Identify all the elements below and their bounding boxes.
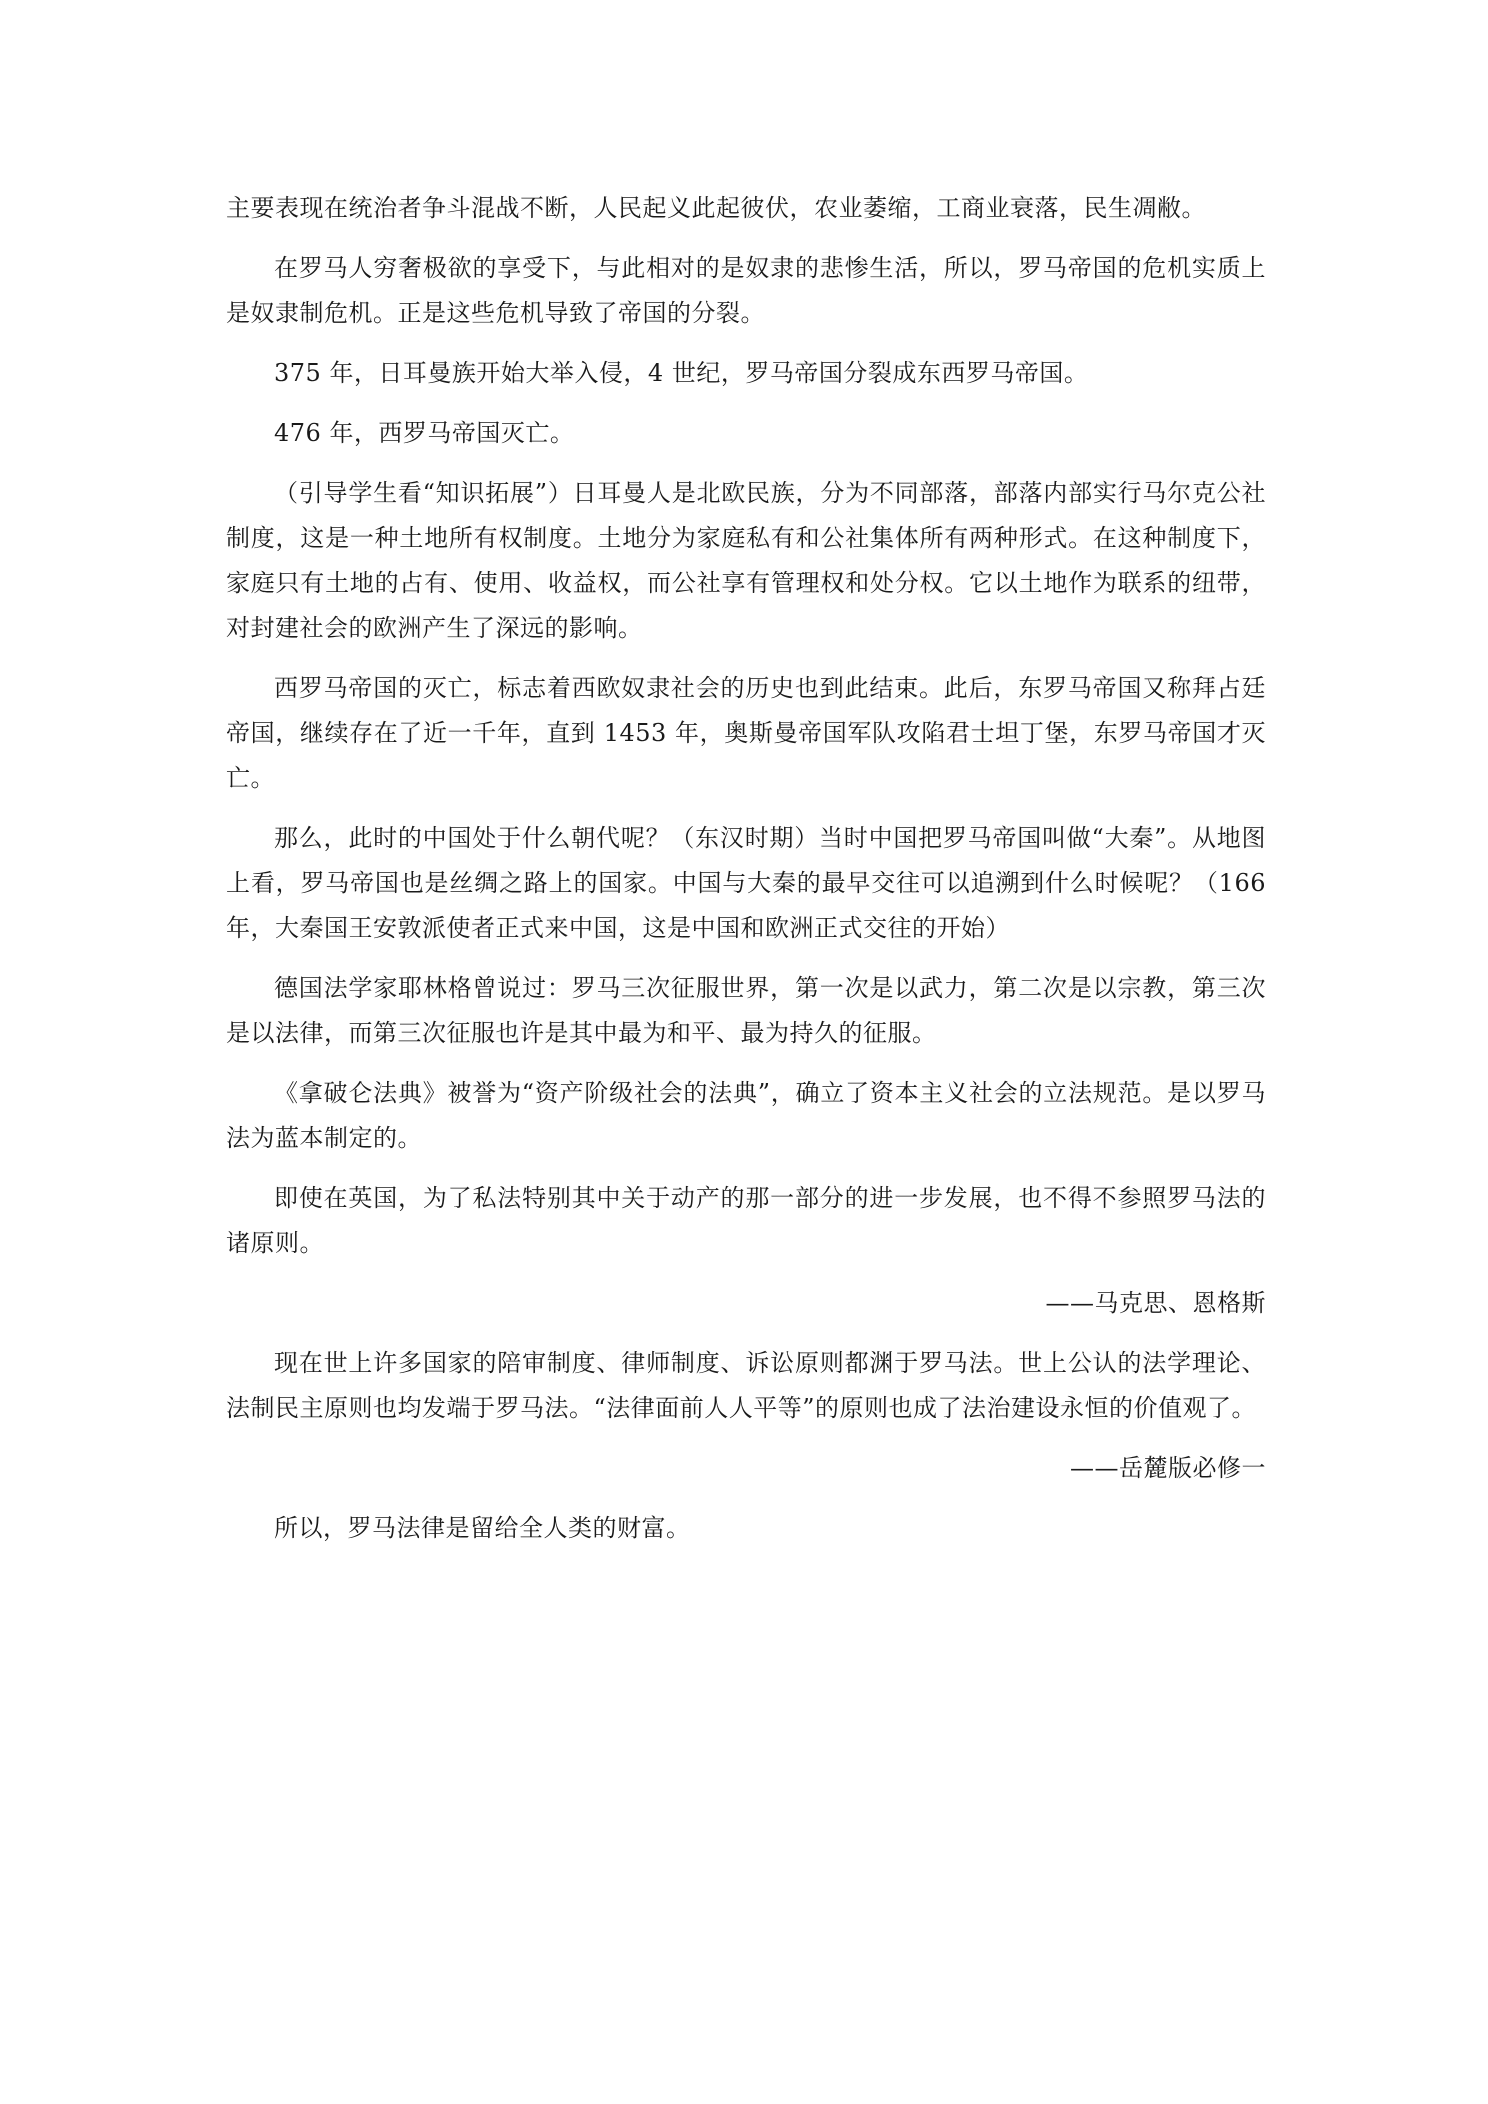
document-body xyxy=(226,186,1266,1566)
paragraph-slavery-crisis: 在罗马人穷奢极欲的享受下，与此相对的是奴隶的悲惨生活，所以，罗马帝国的危机实质上是奴隶制危机。正是这些危机导致了帝国的分裂。 xyxy=(226,254,1266,327)
attribution-textbook: ——岳麓版必修一 xyxy=(1070,1454,1266,1482)
attribution-marx-engels: ——马克思、恩格斯 xyxy=(1045,1289,1266,1317)
paragraph-closing: 所以，罗马法律是留给全人类的财富。 xyxy=(274,1514,691,1542)
paragraph-byzantine-empire: 西罗马帝国的灭亡，标志着西欧奴隶社会的历史也到此结束。此后，东罗马帝国又称拜占廷帝国，继续存在了近一千年，直到 1453 年，奥斯曼帝国军队攻陷君士坦丁堡，东罗马帝国才灭亡。 xyxy=(226,674,1266,792)
paragraph-jhering-quote: 德国法学家耶林格曾说过：罗马三次征服世界，第一次是以武力，第二次是以宗教，第三次是以法律，而第三次征服也许是其中最为和平、最为持久的征服。 xyxy=(226,974,1266,1047)
paragraph-western-rome-fall: 476 年，西罗马帝国灭亡。 xyxy=(274,419,575,447)
paragraph-china-daqin: 那么，此时的中国处于什么朝代呢？（东汉时期）当时中国把罗马帝国叫做“大秦”。从地图上看，罗马帝国也是丝绸之路上的国家。中国与大秦的最早交往可以追溯到什么时候呢？（166 年，大秦国王安敦派使者正式来中国，这是中国和欧洲正式交往的开始） xyxy=(226,824,1266,942)
paragraph-crisis-symptoms: 主要表现在统治者争斗混战不断，人民起义此起彼伏，农业萎缩，工商业衰落，民生凋敝。 xyxy=(226,194,1206,222)
paragraph-napoleonic-code: 《拿破仑法典》被誉为“资产阶级社会的法典”，确立了资本主义社会的立法规范。是以罗马法为蓝本制定的。 xyxy=(226,1079,1266,1152)
paragraph-germanic-invasion: 375 年，日耳曼族开始大举入侵，4 世纪，罗马帝国分裂成东西罗马帝国。 xyxy=(274,359,1089,387)
paragraph-roman-law-influence: 现在世上许多国家的陪审制度、律师制度、诉讼原则都渊于罗马法。世上公认的法学理论、法制民主原则也均发端于罗马法。“法律面前人人平等”的原则也成了法治建设永恒的价值观了。 xyxy=(226,1349,1266,1422)
paragraph-england-private-law: 即使在英国，为了私法特别其中关于动产的那一部分的进一步发展，也不得不参照罗马法的诸原则。 xyxy=(226,1184,1266,1257)
paragraph-knowledge-extension: （引导学生看“知识拓展”）日耳曼人是北欧民族，分为不同部落，部落内部实行马尔克公社制度，这是一种土地所有权制度。土地分为家庭私有和公社集体所有两种形式。在这种制度下，家庭只有土地的占有、使用、收益权，而公社享有管理权和处分权。它以土地作为联系的纽带，对封建社会的欧洲产生了深远的影响。 xyxy=(226,479,1266,642)
